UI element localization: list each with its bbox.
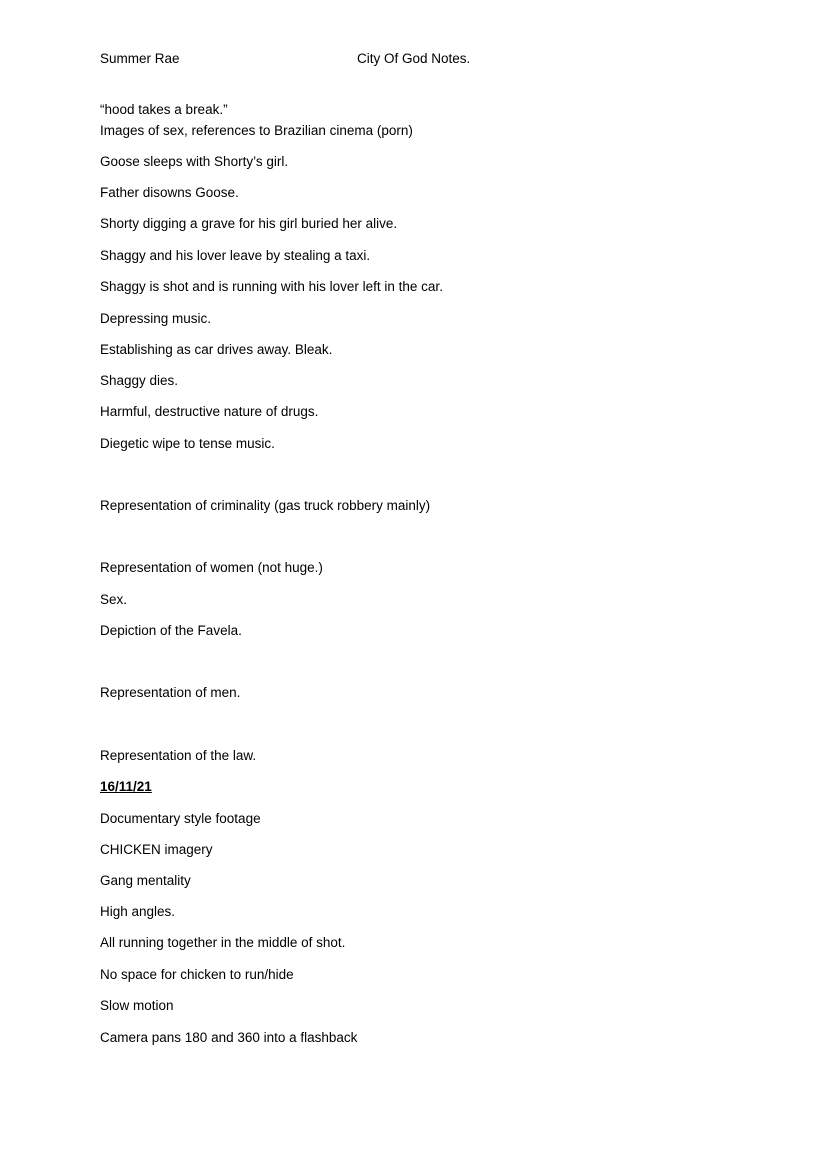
note-line: Shaggy and his lover leave by stealing a taxi. <box>100 248 371 263</box>
note-line: Establishing as car drives away. Bleak. <box>100 342 333 357</box>
note-line: Harmful, destructive nature of drugs. <box>100 404 319 419</box>
note-line: Representation of the law. <box>100 748 257 763</box>
note-line: Goose sleeps with Shorty’s girl. <box>100 154 289 169</box>
note-line: “hood takes a break.” <box>100 102 228 117</box>
note-line: Shaggy dies. <box>100 373 179 388</box>
note-line: Gang mentality <box>100 873 191 888</box>
note-line: Diegetic wipe to tense music. <box>100 436 275 451</box>
author-name: Summer Rae <box>100 51 180 66</box>
note-line: Depiction of the Favela. <box>100 623 242 638</box>
note-line: Shorty digging a grave for his girl buried her alive. <box>100 216 398 231</box>
note-line: High angles. <box>100 904 176 919</box>
note-line: Representation of men. <box>100 685 241 700</box>
note-line: All running together in the middle of shot. <box>100 935 346 950</box>
note-line: Representation of women (not huge.) <box>100 560 323 575</box>
note-line: Depressing music. <box>100 311 212 326</box>
note-line: Images of sex, references to Brazilian cinema (porn) <box>100 123 413 138</box>
note-line: Shaggy is shot and is running with his lover left in the car. <box>100 279 443 294</box>
note-line: Camera pans 180 and 360 into a flashback <box>100 1030 358 1045</box>
note-line: Documentary style footage <box>100 811 261 826</box>
date-heading: 16/11/21 <box>100 779 152 794</box>
note-line: Representation of criminality (gas truck robbery mainly) <box>100 498 431 513</box>
note-line: No space for chicken to run/hide <box>100 967 294 982</box>
note-line: Slow motion <box>100 998 174 1013</box>
document-title: City Of God Notes. <box>357 51 471 66</box>
note-line: CHICKEN imagery <box>100 842 213 857</box>
note-line: Father disowns Goose. <box>100 185 239 200</box>
note-line: Sex. <box>100 592 128 607</box>
